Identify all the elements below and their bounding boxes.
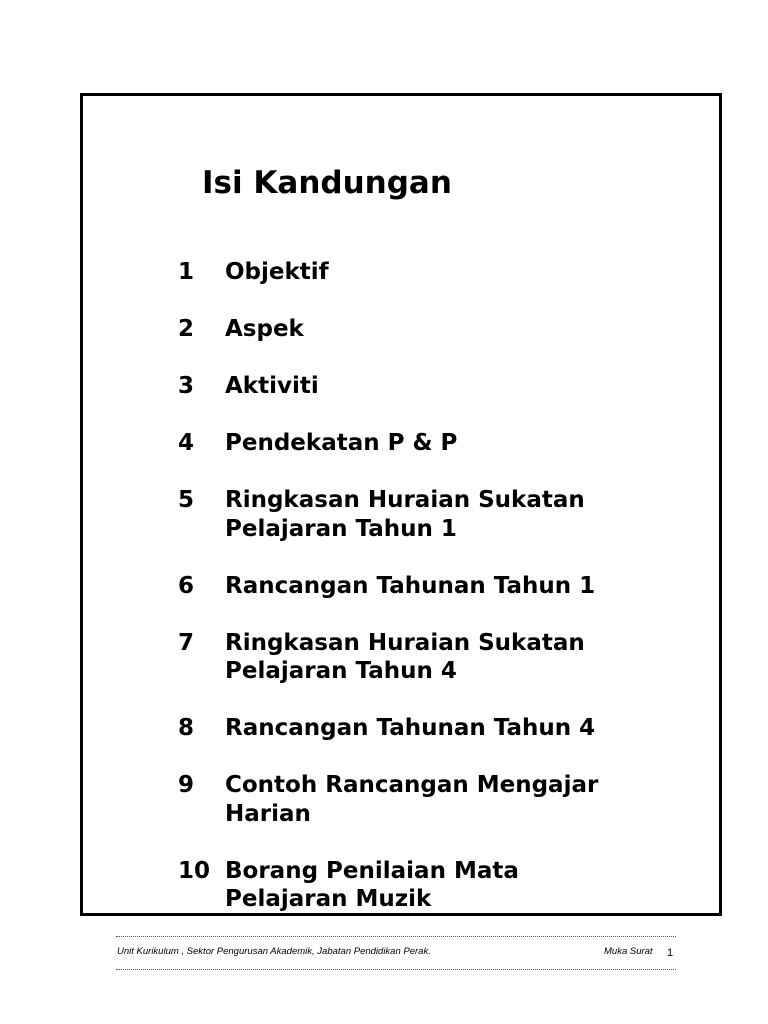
footer-page-label: Muka Surat: [604, 946, 653, 957]
toc-item-number: 7: [178, 629, 195, 656]
toc-item-text: Borang Penilaian Mata Pelajaran Muzik: [225, 857, 519, 912]
toc-item-number: 4: [178, 430, 195, 456]
toc-item: [178, 714, 678, 743]
toc-item: [178, 315, 678, 344]
toc-item-number: 9: [178, 772, 195, 798]
toc-item-text: Objektif: [225, 259, 329, 285]
toc-item: [178, 771, 678, 828]
page-title: Isi Kandungan: [202, 165, 452, 201]
toc-item-text: Aspek: [225, 316, 304, 342]
toc-item-text: Aktiviti: [225, 373, 319, 399]
toc-item-text: Ringkasan Huraian Sukatan Pelajaran Tahun 4: [225, 629, 585, 684]
toc-item-number: 5: [178, 487, 195, 513]
toc-item: [178, 629, 678, 686]
footer-organization: Unit Kurikulum , Sektor Pengurusan Akademik, Jabatan Pendidikan Perak.: [117, 946, 431, 957]
footer-top-divider: [116, 936, 676, 937]
toc-item: [178, 372, 678, 401]
toc-item-number: 8: [178, 715, 195, 741]
table-of-contents: [178, 258, 678, 942]
toc-item: [178, 258, 678, 287]
toc-item-number: 2: [178, 316, 195, 342]
toc-item-text: Pendekatan P & P: [225, 430, 458, 456]
toc-item-number: 1: [178, 259, 195, 285]
toc-item: [178, 429, 678, 458]
toc-item-number: 3: [178, 373, 195, 399]
toc-item: [178, 486, 678, 543]
toc-item-text: Rancangan Tahunan Tahun 4: [225, 715, 596, 741]
toc-item-text: Contoh Rancangan Mengajar Harian: [225, 772, 599, 827]
footer-bottom-divider: [116, 969, 676, 970]
toc-item-text: Ringkasan Huraian Sukatan Pelajaran Tahun 1: [225, 487, 585, 542]
toc-item-number: 6: [178, 572, 195, 599]
toc-item: [178, 857, 678, 914]
footer-page-number: 1: [667, 947, 674, 959]
toc-item: [178, 572, 678, 601]
toc-item-text: Rancangan Tahunan Tahun 1: [225, 572, 596, 599]
toc-item-number: 10: [178, 857, 211, 884]
